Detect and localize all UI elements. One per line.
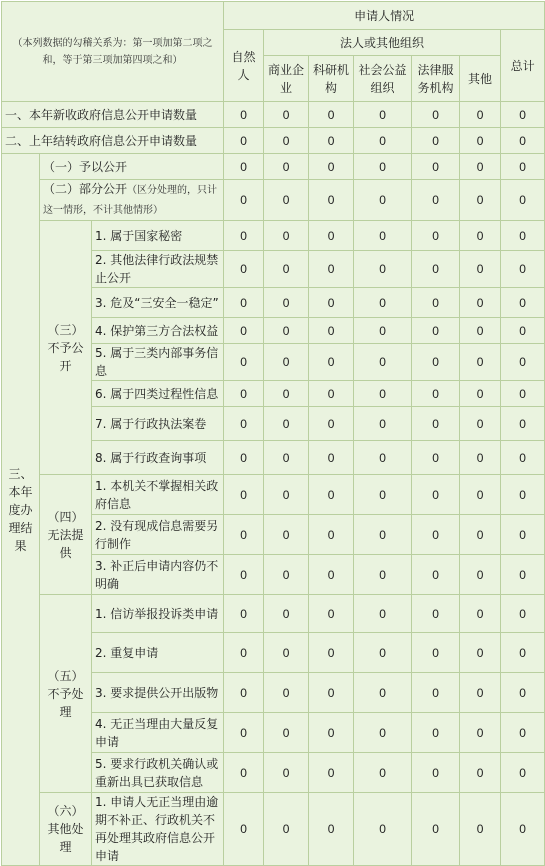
partial-note: （区分处理的，只计这一情形，不计其他情形） bbox=[43, 185, 218, 216]
table-cell: 0 bbox=[412, 288, 460, 318]
table-cell: 0 bbox=[354, 633, 412, 673]
table-cell: 0 bbox=[501, 344, 545, 381]
table-cell: 0 bbox=[264, 180, 309, 221]
table-cell: 0 bbox=[412, 102, 460, 128]
table-cell: 0 bbox=[309, 102, 354, 128]
table-cell: 0 bbox=[224, 515, 264, 555]
table-cell: 0 bbox=[412, 441, 460, 475]
header-legal-service: 法律服务机构 bbox=[412, 56, 460, 102]
row-label: 1. 申请人无正当理由逾期不补正、行政机关不再处理其政府信息公开申请 bbox=[92, 793, 224, 866]
table-cell: 0 bbox=[412, 180, 460, 221]
table-cell: 0 bbox=[412, 555, 460, 595]
table-cell: 0 bbox=[309, 221, 354, 251]
table-cell: 0 bbox=[309, 515, 354, 555]
table-cell: 0 bbox=[412, 251, 460, 288]
table-cell: 0 bbox=[501, 475, 545, 515]
table-cell: 0 bbox=[224, 633, 264, 673]
group-not-processed: （五）不予处理 bbox=[40, 595, 92, 793]
table-cell: 0 bbox=[354, 154, 412, 180]
group-not-disclosed: （三）不予公开 bbox=[40, 221, 92, 475]
table-cell: 0 bbox=[309, 555, 354, 595]
table-cell: 0 bbox=[354, 555, 412, 595]
table-cell: 0 bbox=[264, 344, 309, 381]
header-total: 总计 bbox=[501, 30, 545, 102]
table-row bbox=[2, 180, 545, 221]
table-cell: 0 bbox=[354, 713, 412, 753]
header-social: 社会公益组织 bbox=[354, 56, 412, 102]
table-cell: 0 bbox=[224, 221, 264, 251]
table-cell: 0 bbox=[501, 793, 545, 866]
table-cell: 0 bbox=[309, 251, 354, 288]
table-cell: 0 bbox=[224, 673, 264, 713]
table-cell: 0 bbox=[224, 407, 264, 441]
row-label: 2. 重复申请 bbox=[92, 633, 224, 673]
table-cell: 0 bbox=[501, 381, 545, 407]
table-cell: 0 bbox=[309, 344, 354, 381]
table-cell: 0 bbox=[264, 793, 309, 866]
table-cell: 0 bbox=[264, 595, 309, 633]
table-cell: 0 bbox=[412, 318, 460, 344]
row-label: 1. 本机关不掌握相关政府信息 bbox=[92, 475, 224, 515]
table-cell: 0 bbox=[224, 288, 264, 318]
table-row bbox=[2, 595, 545, 633]
table-cell: 0 bbox=[224, 381, 264, 407]
table-cell: 0 bbox=[354, 441, 412, 475]
table-cell: 0 bbox=[309, 288, 354, 318]
row-label: 一、本年新收政府信息公开申请数量 bbox=[2, 102, 224, 128]
table-cell: 0 bbox=[460, 318, 501, 344]
table-cell: 0 bbox=[309, 441, 354, 475]
row-label: 1. 属于国家秘密 bbox=[92, 221, 224, 251]
table-cell: 0 bbox=[224, 102, 264, 128]
table-cell: 0 bbox=[224, 441, 264, 475]
table-cell: 0 bbox=[354, 673, 412, 713]
partial-label: （二）部分公开 bbox=[43, 182, 128, 196]
table-cell: 0 bbox=[309, 128, 354, 154]
table-cell: 0 bbox=[224, 793, 264, 866]
table-cell: 0 bbox=[264, 555, 309, 595]
table-cell: 0 bbox=[501, 180, 545, 221]
table-cell: 0 bbox=[224, 318, 264, 344]
table-cell: 0 bbox=[460, 713, 501, 753]
header-note: （本列数据的勾稽关系为：第一项加第二项之和，等于第三项加第四项之和） bbox=[2, 2, 224, 102]
statistics-table bbox=[1, 1, 545, 866]
table-cell: 0 bbox=[264, 475, 309, 515]
table-row bbox=[2, 475, 545, 515]
table-cell: 0 bbox=[224, 753, 264, 793]
table-cell: 0 bbox=[412, 128, 460, 154]
table-cell: 0 bbox=[501, 288, 545, 318]
table-cell: 0 bbox=[354, 344, 412, 381]
table-cell: 0 bbox=[224, 251, 264, 288]
table-cell: 0 bbox=[501, 595, 545, 633]
table-cell: 0 bbox=[354, 102, 412, 128]
row-label: 8. 属于行政查询事项 bbox=[92, 441, 224, 475]
header-research: 科研机构 bbox=[309, 56, 354, 102]
table-cell: 0 bbox=[501, 515, 545, 555]
group-other-processing: （六）其他处理 bbox=[40, 793, 92, 866]
table-row bbox=[2, 793, 545, 866]
table-cell: 0 bbox=[224, 555, 264, 595]
table-cell: 0 bbox=[354, 793, 412, 866]
table-cell: 0 bbox=[354, 515, 412, 555]
table-cell: 0 bbox=[501, 673, 545, 713]
row-label: 6. 属于四类过程性信息 bbox=[92, 381, 224, 407]
table-cell: 0 bbox=[354, 251, 412, 288]
table-cell: 0 bbox=[501, 713, 545, 753]
table-cell: 0 bbox=[412, 595, 460, 633]
table-cell: 0 bbox=[501, 251, 545, 288]
table-cell: 0 bbox=[354, 475, 412, 515]
table-cell: 0 bbox=[264, 251, 309, 288]
row-label: 2. 其他法律行政法规禁止公开 bbox=[92, 251, 224, 288]
table-cell: 0 bbox=[412, 673, 460, 713]
table-cell: 0 bbox=[264, 128, 309, 154]
table-cell: 0 bbox=[354, 595, 412, 633]
table-cell: 0 bbox=[224, 180, 264, 221]
table-cell: 0 bbox=[460, 673, 501, 713]
row-label: 7. 属于行政执法案卷 bbox=[92, 407, 224, 441]
table-cell: 0 bbox=[412, 475, 460, 515]
table-cell: 0 bbox=[460, 475, 501, 515]
table-cell: 0 bbox=[412, 344, 460, 381]
table-cell: 0 bbox=[354, 128, 412, 154]
table-cell: 0 bbox=[309, 633, 354, 673]
row-label: 4. 无正当理由大量反复申请 bbox=[92, 713, 224, 753]
table-cell: 0 bbox=[501, 221, 545, 251]
table-cell: 0 bbox=[309, 793, 354, 866]
table-cell: 0 bbox=[354, 288, 412, 318]
table-cell: 0 bbox=[501, 407, 545, 441]
table-cell: 0 bbox=[309, 475, 354, 515]
table-cell: 0 bbox=[309, 407, 354, 441]
table-cell: 0 bbox=[460, 221, 501, 251]
table-cell: 0 bbox=[264, 515, 309, 555]
table-cell: 0 bbox=[309, 595, 354, 633]
table-cell: 0 bbox=[224, 344, 264, 381]
table-cell: 0 bbox=[501, 441, 545, 475]
row-label: 3. 危及“三安全一稳定” bbox=[92, 288, 224, 318]
table-cell: 0 bbox=[501, 102, 545, 128]
table-cell: 0 bbox=[309, 318, 354, 344]
table-cell: 0 bbox=[264, 713, 309, 753]
table-cell: 0 bbox=[264, 154, 309, 180]
table-cell: 0 bbox=[264, 753, 309, 793]
table-cell: 0 bbox=[264, 288, 309, 318]
table-cell: 0 bbox=[460, 555, 501, 595]
header-commercial: 商业企业 bbox=[264, 56, 309, 102]
table-cell: 0 bbox=[501, 555, 545, 595]
table-cell: 0 bbox=[460, 154, 501, 180]
table-cell: 0 bbox=[460, 793, 501, 866]
table-cell: 0 bbox=[224, 595, 264, 633]
table-cell: 0 bbox=[460, 128, 501, 154]
table-cell: 0 bbox=[309, 753, 354, 793]
table-cell: 0 bbox=[460, 102, 501, 128]
header-other: 其他 bbox=[460, 56, 501, 102]
table-cell: 0 bbox=[264, 221, 309, 251]
row-label: 2. 没有现成信息需要另行制作 bbox=[92, 515, 224, 555]
table-cell: 0 bbox=[224, 154, 264, 180]
table-cell: 0 bbox=[224, 128, 264, 154]
row-label: 1. 信访举报投诉类申请 bbox=[92, 595, 224, 633]
table-cell: 0 bbox=[501, 753, 545, 793]
header-applicant: 申请人情况 bbox=[224, 2, 545, 30]
table-cell: 0 bbox=[412, 713, 460, 753]
table-row bbox=[2, 221, 545, 251]
table-cell: 0 bbox=[264, 407, 309, 441]
table-cell: 0 bbox=[309, 381, 354, 407]
row-label: 3. 补正后申请内容仍不明确 bbox=[92, 555, 224, 595]
group-cannot-provide: （四）无法提供 bbox=[40, 475, 92, 595]
table-cell: 0 bbox=[309, 154, 354, 180]
table-cell: 0 bbox=[264, 381, 309, 407]
table-cell: 0 bbox=[460, 753, 501, 793]
table-cell: 0 bbox=[412, 793, 460, 866]
table-cell: 0 bbox=[460, 407, 501, 441]
table-cell: 0 bbox=[412, 154, 460, 180]
table-cell: 0 bbox=[460, 595, 501, 633]
table-cell: 0 bbox=[264, 633, 309, 673]
row-label: 4. 保护第三方合法权益 bbox=[92, 318, 224, 344]
header-natural-person: 自然人 bbox=[224, 30, 264, 102]
table-cell: 0 bbox=[264, 318, 309, 344]
table-cell: 0 bbox=[354, 221, 412, 251]
table-cell: 0 bbox=[460, 251, 501, 288]
table-cell: 0 bbox=[501, 154, 545, 180]
table-cell: 0 bbox=[460, 180, 501, 221]
table-cell: 0 bbox=[501, 318, 545, 344]
section-three-label: 三、本年度办理结果 bbox=[2, 154, 40, 866]
table-cell: 0 bbox=[309, 673, 354, 713]
table-cell: 0 bbox=[412, 633, 460, 673]
table-cell: 0 bbox=[264, 441, 309, 475]
row-label: 二、上年结转政府信息公开申请数量 bbox=[2, 128, 224, 154]
table-cell: 0 bbox=[354, 753, 412, 793]
table-cell: 0 bbox=[460, 441, 501, 475]
table-cell: 0 bbox=[460, 633, 501, 673]
table-cell: 0 bbox=[501, 633, 545, 673]
table-cell: 0 bbox=[412, 381, 460, 407]
table-cell: 0 bbox=[460, 515, 501, 555]
table-cell: 0 bbox=[309, 180, 354, 221]
table-cell: 0 bbox=[354, 407, 412, 441]
table-cell: 0 bbox=[354, 318, 412, 344]
header-legal-group: 法人或其他组织 bbox=[264, 30, 501, 56]
table-row bbox=[2, 128, 545, 154]
table-cell: 0 bbox=[460, 288, 501, 318]
row-label: 5. 属于三类内部事务信息 bbox=[92, 344, 224, 381]
table-cell: 0 bbox=[309, 713, 354, 753]
table-cell: 0 bbox=[224, 713, 264, 753]
table-cell: 0 bbox=[264, 673, 309, 713]
table-cell: 0 bbox=[460, 344, 501, 381]
table-cell: 0 bbox=[354, 381, 412, 407]
table-cell: 0 bbox=[412, 753, 460, 793]
table-cell: 0 bbox=[412, 515, 460, 555]
table-cell: 0 bbox=[501, 128, 545, 154]
row-label: 3. 要求提供公开出版物 bbox=[92, 673, 224, 713]
table-row bbox=[2, 102, 545, 128]
table-cell: 0 bbox=[354, 180, 412, 221]
row-label-partial bbox=[40, 180, 224, 221]
table-cell: 0 bbox=[264, 102, 309, 128]
table-cell: 0 bbox=[460, 381, 501, 407]
row-label: 5. 要求行政机关确认或重新出具已获取信息 bbox=[92, 753, 224, 793]
table-row bbox=[2, 154, 545, 180]
table-cell: 0 bbox=[412, 407, 460, 441]
table-cell: 0 bbox=[412, 221, 460, 251]
table-cell: 0 bbox=[224, 475, 264, 515]
row-label: （一）予以公开 bbox=[40, 154, 224, 180]
